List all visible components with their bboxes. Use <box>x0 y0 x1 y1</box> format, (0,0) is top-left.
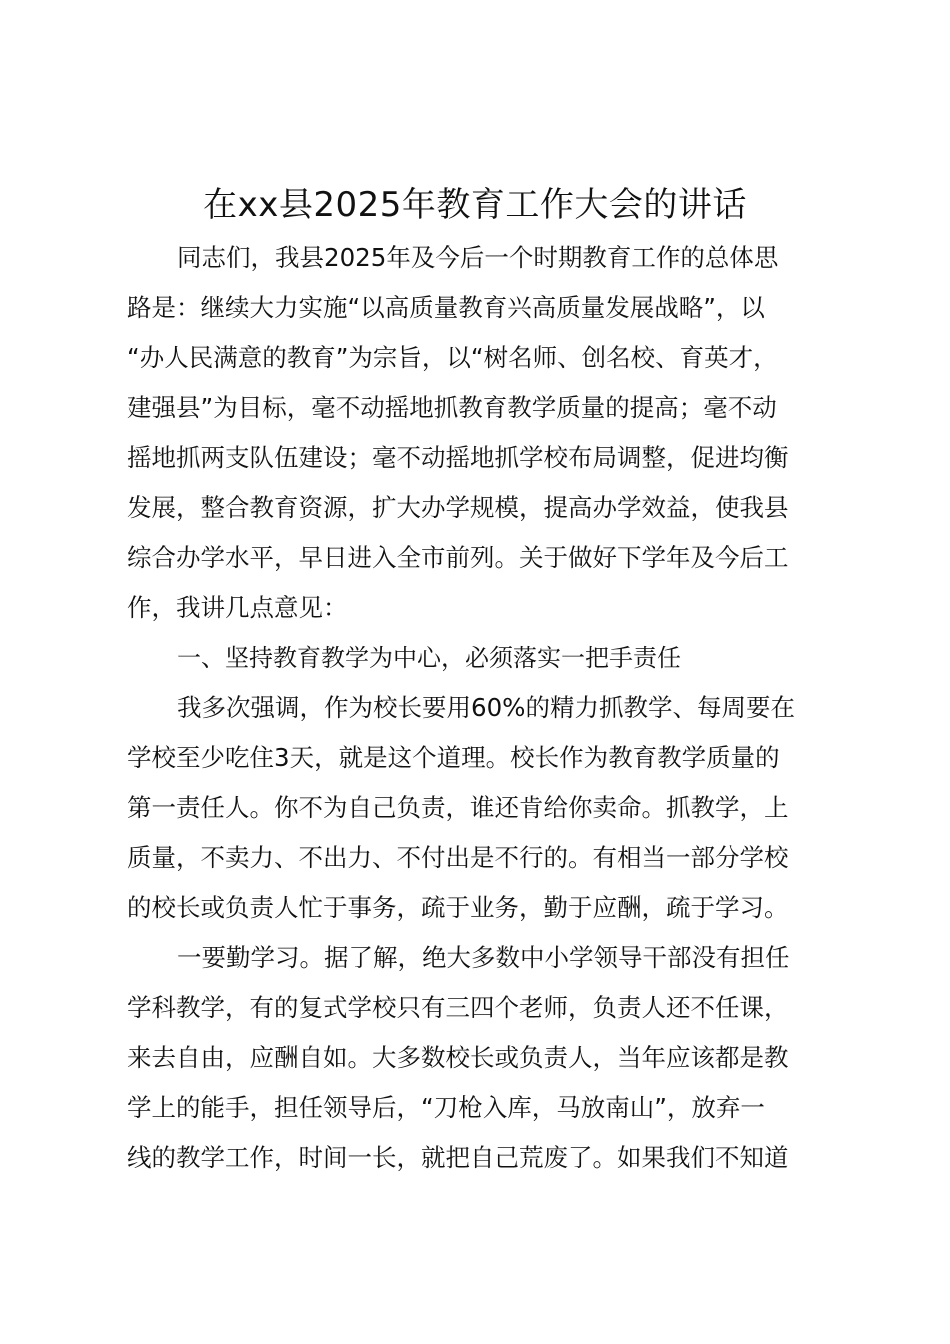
paragraph-line: 发展，整合教育资源，扩大办学规模，提高办学效益，使我县 <box>127 493 789 522</box>
paragraph-line: 我多次强调，作为校长要用60%的精力抓教学、每周要在 <box>177 693 795 722</box>
paragraph-line: 建强县”为目标，毫不动摇地抓教育教学质量的提高；毫不动 <box>127 393 777 422</box>
paragraph-line: 线的教学工作，时间一长，就把自己荒废了。如果我们不知道 <box>127 1143 789 1172</box>
paragraph-line: 同志们，我县2025年及今后一个时期教育工作的总体思 <box>177 243 779 272</box>
paragraph-line: 一要勤学习。据了解，绝大多数中小学领导干部没有担任 <box>177 943 790 972</box>
paragraph-line: 学科教学，有的复式学校只有三四个老师，负责人还不任课， <box>127 993 789 1022</box>
paragraph-line: 摇地抓两支队伍建设；毫不动摇地抓学校布局调整，促进均衡 <box>127 443 789 472</box>
document-body <box>127 233 837 1183</box>
paragraph-line: 来去自由，应酬自如。大多数校长或负责人，当年应该都是教 <box>127 1043 789 1072</box>
paragraph-line: 的校长或负责人忙于事务，疏于业务，勤于应酬，疏于学习。 <box>127 893 789 922</box>
section-heading: 一、坚持教育教学为中心，必须落实一把手责任 <box>177 644 681 672</box>
paragraph-line: 作，我讲几点意见： <box>127 593 348 622</box>
paragraph-line: 学上的能手，担任领导后，“刀枪入库，马放南山”，放弃一 <box>127 1093 765 1122</box>
paragraph-line: 综合办学水平，早日进入全市前列。关于做好下学年及今后工 <box>127 543 789 572</box>
paragraph-line: 路是：继续大力实施“以高质量教育兴高质量发展战略”，以 <box>127 293 765 322</box>
document-title: 在xx县2025年教育工作大会的讲话 <box>203 185 747 225</box>
paragraph-line: “办人民满意的教育”为宗旨，以“树名师、创名校、育英才， <box>127 343 778 372</box>
paragraph-line: 学校至少吃住3天，就是这个道理。校长作为教育教学质量的 <box>127 743 780 772</box>
paragraph-line: 质量，不卖力、不出力、不付出是不行的。有相当一部分学校 <box>127 843 789 872</box>
paragraph-line: 第一责任人。你不为自己负责，谁还肯给你卖命。抓教学，上 <box>127 793 789 822</box>
